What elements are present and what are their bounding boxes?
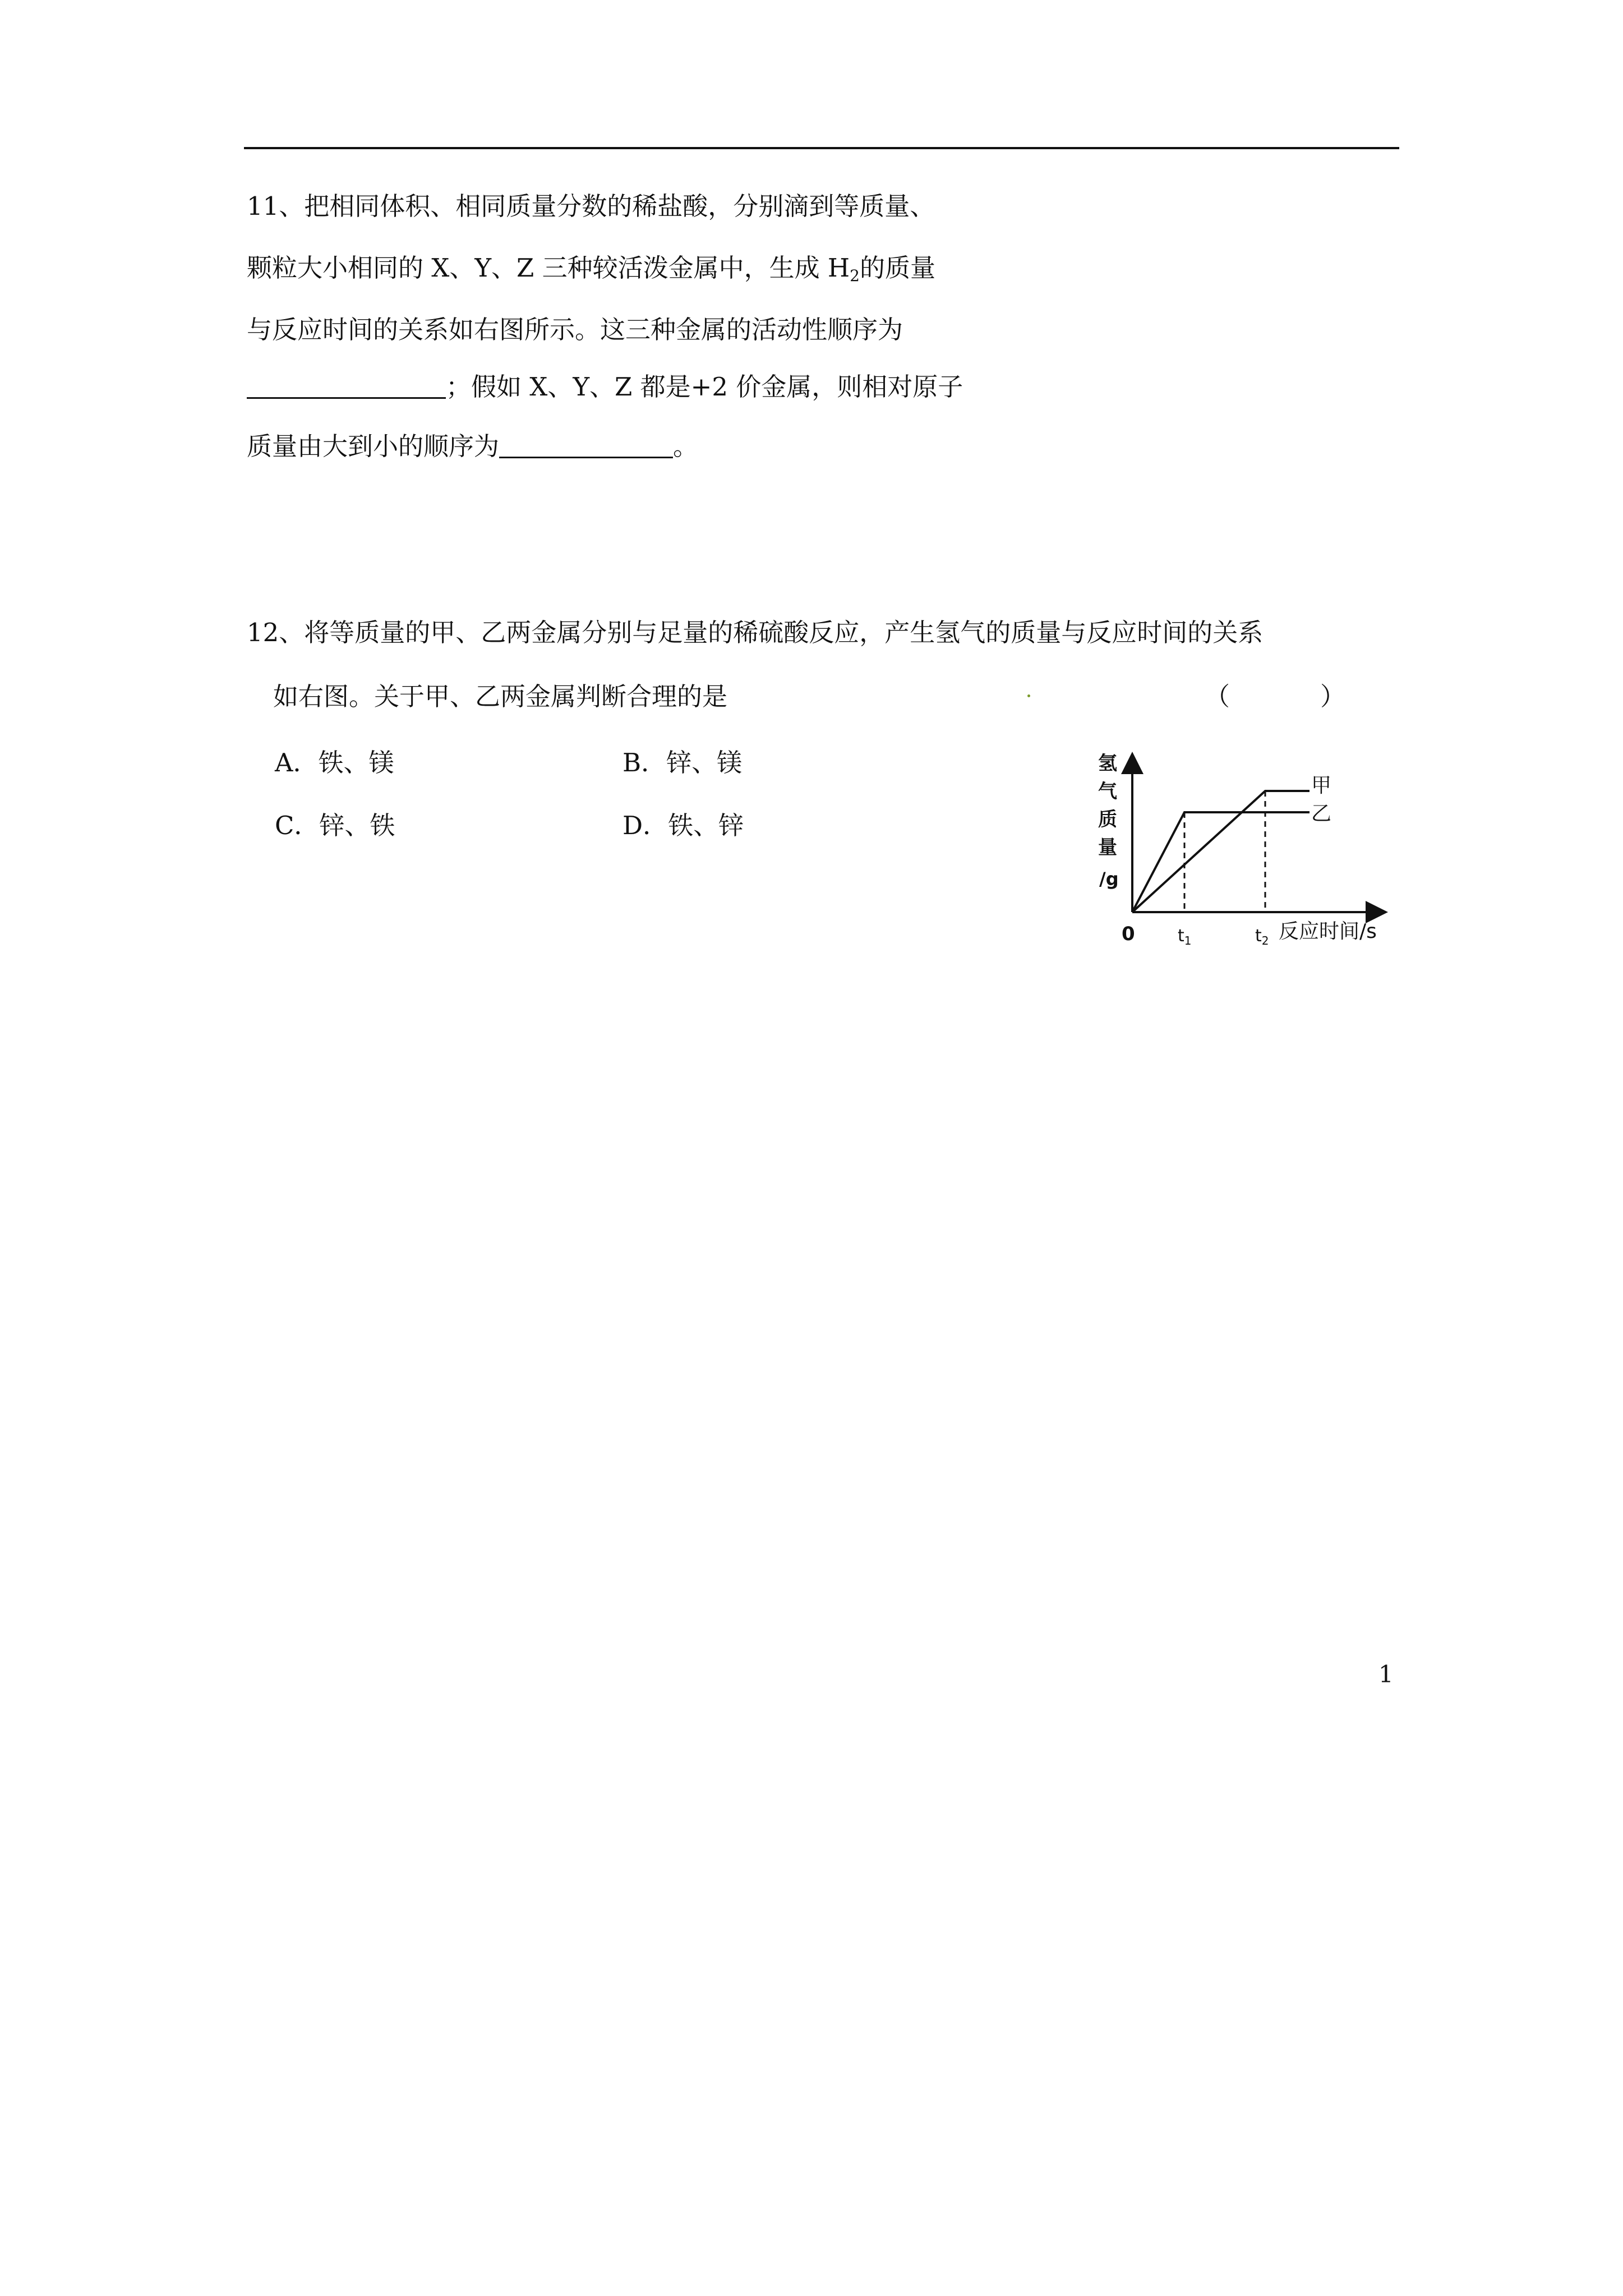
q11-line-5: [247, 430, 698, 463]
series-jia-label: 甲: [1311, 774, 1332, 797]
q11-line-2: [247, 251, 935, 285]
t2-base: t: [1255, 926, 1262, 946]
q11-line-2-a: 颗粒大小相同的 X、Y、Z 三种较活泼金属中，生成 H: [247, 253, 850, 283]
t1-subscript: 1: [1184, 934, 1192, 947]
answer-blank-atomic-mass-order[interactable]: [499, 433, 673, 458]
graph-svg: [1088, 752, 1436, 954]
q11-line-1: 11、把相同体积、相同质量分数的稀盐酸，分别滴到等质量、: [247, 191, 935, 221]
answer-blank-activity-order[interactable]: [247, 374, 446, 399]
answer-paren-open: （: [1205, 682, 1230, 711]
q11-line-2-b: 的质量: [860, 253, 936, 283]
q11-line-5-b: 。: [673, 431, 699, 461]
stray-dot: [1027, 694, 1030, 697]
q11-line-5-a: 质量由大到小的顺序为: [247, 431, 500, 461]
y-label-char-1: 氢: [1098, 752, 1117, 775]
page-number: 1: [1378, 1660, 1394, 1688]
q12-line-2: 如右图。关于甲、乙两金属判断合理的是: [273, 682, 728, 711]
y-label-char-4: 量: [1098, 836, 1117, 859]
answer-paren-close: ）: [1320, 682, 1346, 711]
series-yi-line: [1132, 812, 1310, 912]
q11-line-4-b: ；假如 X、Y、Z 都是+2 价金属，则相对原子: [446, 372, 963, 402]
origin-label: 0: [1122, 923, 1135, 945]
h2-subscript: 2: [850, 266, 860, 285]
x-axis-label: 反应时间/s: [1279, 920, 1377, 943]
t2-label: [1255, 926, 1269, 947]
q11-line-4: [247, 370, 963, 404]
y-label-char-3: 质: [1098, 808, 1117, 831]
series-yi-label: 乙: [1311, 802, 1332, 825]
option-c[interactable]: C．锌、铁: [275, 811, 395, 840]
y-label-unit: /g: [1099, 868, 1119, 890]
q12-line-1: 12、将等质量的甲、乙两金属分别与足量的稀硫酸反应，产生氢气的质量与反应时间的关系: [247, 618, 1264, 647]
y-label-char-2: 气: [1098, 780, 1117, 803]
hydrogen-mass-graph: [1088, 752, 1436, 954]
t1-label: [1178, 926, 1192, 947]
series-jia-line: [1132, 791, 1310, 912]
t2-subscript: 2: [1261, 934, 1269, 947]
option-a[interactable]: A．铁、镁: [275, 748, 394, 777]
option-d[interactable]: D．铁、锌: [623, 811, 744, 840]
t1-base: t: [1178, 926, 1184, 946]
q11-line-3: 与反应时间的关系如右图所示。这三种金属的活动性顺序为: [247, 315, 903, 344]
option-b[interactable]: B．锌、镁: [623, 748, 743, 777]
header-rule: [244, 147, 1399, 149]
